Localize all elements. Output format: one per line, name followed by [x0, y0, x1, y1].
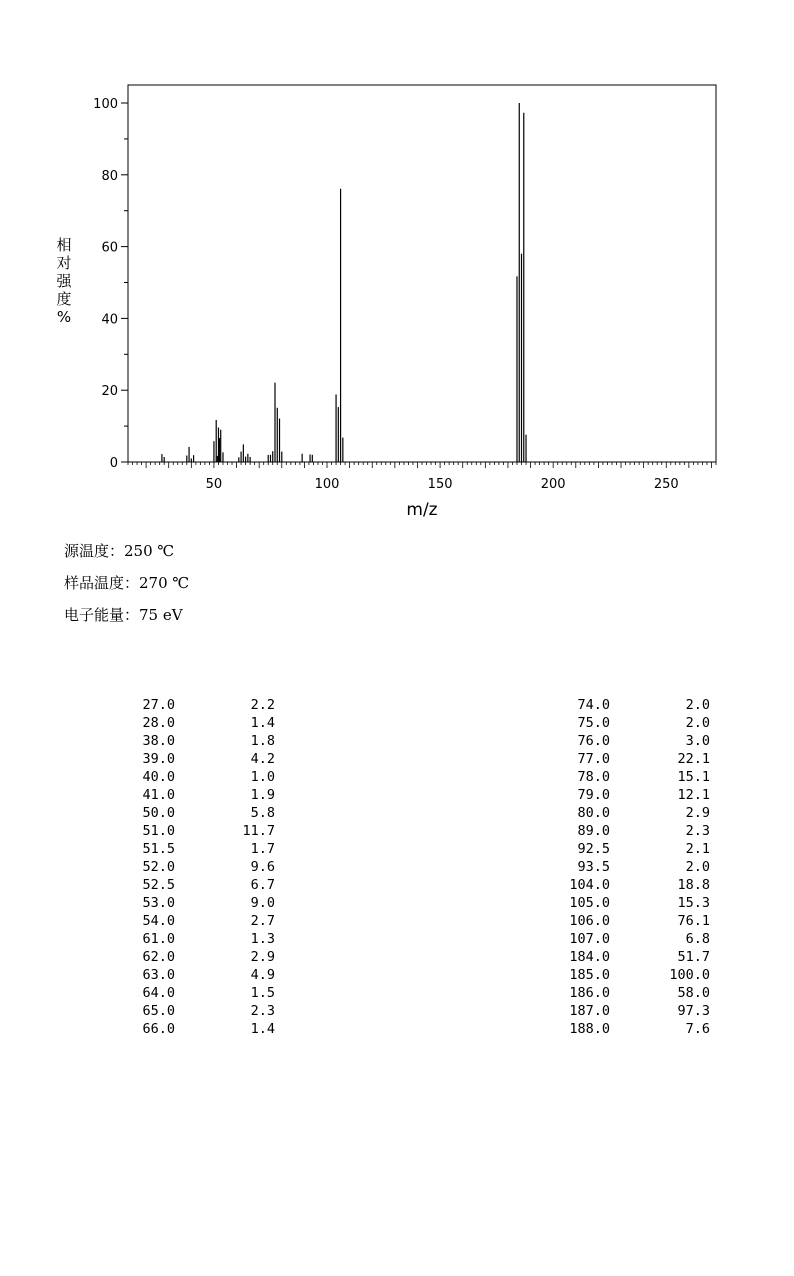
- abundance-value: 22.1: [677, 751, 710, 767]
- abundance-value: 2.9: [685, 805, 710, 821]
- mz-value: 64.0: [142, 985, 175, 1001]
- y-axis-label-char: %: [56, 308, 72, 326]
- mz-value: 50.0: [142, 805, 175, 821]
- x-axis: [128, 462, 716, 492]
- peak-bars: [162, 103, 526, 462]
- abundance-value: 1.9: [250, 787, 275, 803]
- table-row: [530, 732, 710, 750]
- table-row: [530, 840, 710, 858]
- plot-frame: [128, 85, 716, 462]
- mz-value: 53.0: [142, 895, 175, 911]
- mz-value: 27.0: [142, 697, 175, 713]
- table-row: [95, 840, 275, 858]
- table-row: [530, 912, 710, 930]
- abundance-value: 15.1: [677, 769, 710, 785]
- mz-value: 54.0: [142, 913, 175, 929]
- table-row: [530, 948, 710, 966]
- y-tick-label: 40: [101, 312, 118, 328]
- abundance-value: 2.9: [250, 949, 275, 965]
- mz-value: 185.0: [569, 967, 610, 983]
- table-row: [95, 984, 275, 1002]
- y-tick-label: 80: [101, 168, 118, 184]
- y-axis-label: [56, 236, 72, 326]
- table-row: [95, 1002, 275, 1020]
- table-row: [530, 876, 710, 894]
- table-row: [530, 858, 710, 876]
- mz-value: 107.0: [569, 931, 610, 947]
- mz-value: 61.0: [142, 931, 175, 947]
- abundance-value: 2.2: [250, 697, 275, 713]
- abundance-value: 5.8: [250, 805, 275, 821]
- mz-value: 39.0: [142, 751, 175, 767]
- table-row: [530, 714, 710, 732]
- peak-table-left: [95, 696, 275, 1038]
- mz-value: 41.0: [142, 787, 175, 803]
- table-row: [95, 930, 275, 948]
- abundance-value: 1.5: [250, 985, 275, 1001]
- mz-value: 62.0: [142, 949, 175, 965]
- mz-value: 28.0: [142, 715, 175, 731]
- table-row: [530, 768, 710, 786]
- mz-value: 40.0: [142, 769, 175, 785]
- abundance-value: 7.6: [685, 1021, 710, 1037]
- x-axis-label: m/z: [406, 500, 438, 520]
- table-row: [530, 750, 710, 768]
- mz-value: 63.0: [142, 967, 175, 983]
- mz-value: 92.5: [577, 841, 610, 857]
- mz-value: 66.0: [142, 1021, 175, 1037]
- table-row: [530, 930, 710, 948]
- mz-value: 51.5: [142, 841, 175, 857]
- table-row: [95, 768, 275, 786]
- y-axis-label-char: 对: [56, 254, 72, 272]
- table-row: [95, 696, 275, 714]
- abundance-value: 11.7: [242, 823, 275, 839]
- abundance-value: 4.9: [250, 967, 275, 983]
- electron-energy: 电子能量：75 eV: [64, 606, 183, 624]
- table-row: [530, 696, 710, 714]
- abundance-value: 2.7: [250, 913, 275, 929]
- x-tick-label: 150: [427, 477, 453, 492]
- mz-value: 76.0: [577, 733, 610, 749]
- table-row: [95, 732, 275, 750]
- mz-value: 188.0: [569, 1021, 610, 1037]
- table-row: [530, 984, 710, 1002]
- table-row: [95, 750, 275, 768]
- x-tick-label: 200: [540, 477, 566, 492]
- x-tick-label: 250: [653, 477, 679, 492]
- abundance-value: 2.3: [250, 1003, 275, 1019]
- x-tick-label: 50: [205, 477, 223, 492]
- mz-value: 89.0: [577, 823, 610, 839]
- abundance-value: 76.1: [677, 913, 710, 929]
- table-row: [95, 966, 275, 984]
- mz-value: 74.0: [577, 697, 610, 713]
- abundance-value: 58.0: [677, 985, 710, 1001]
- abundance-value: 1.3: [250, 931, 275, 947]
- table-row: [95, 912, 275, 930]
- y-axis-label-char: 相: [56, 236, 72, 254]
- y-tick-label: 100: [93, 97, 118, 112]
- table-row: [95, 786, 275, 804]
- mz-value: 52.5: [142, 877, 175, 893]
- abundance-value: 9.0: [250, 895, 275, 911]
- table-row: [95, 1020, 275, 1038]
- abundance-value: 97.3: [677, 1003, 710, 1019]
- y-axis-label-char: 强: [56, 272, 72, 290]
- abundance-value: 15.3: [677, 895, 710, 911]
- abundance-value: 1.8: [250, 733, 275, 749]
- mass-spectrum-chart: [0, 0, 794, 530]
- mz-value: 186.0: [569, 985, 610, 1001]
- y-tick-label: 60: [101, 240, 118, 256]
- table-row: [530, 1002, 710, 1020]
- abundance-value: 18.8: [677, 877, 710, 893]
- mz-value: 65.0: [142, 1003, 175, 1019]
- y-tick-label: 20: [101, 384, 118, 400]
- abundance-value: 2.0: [685, 859, 710, 875]
- y-tick-label: 0: [109, 456, 118, 471]
- table-row: [95, 894, 275, 912]
- abundance-value: 12.1: [677, 787, 710, 803]
- y-axis: [93, 97, 128, 471]
- x-tick-label: 100: [314, 477, 340, 492]
- abundance-value: 6.7: [250, 877, 275, 893]
- table-row: [95, 876, 275, 894]
- mz-value: 79.0: [577, 787, 610, 803]
- mz-value: 93.5: [577, 859, 610, 875]
- sample-temperature: 样品温度：270 ℃: [64, 574, 190, 592]
- abundance-value: 1.7: [250, 841, 275, 857]
- table-row: [530, 822, 710, 840]
- abundance-value: 2.3: [685, 823, 710, 839]
- peak-table-right: [530, 696, 710, 1038]
- table-row: [95, 804, 275, 822]
- mz-value: 51.0: [142, 823, 175, 839]
- mz-value: 187.0: [569, 1003, 610, 1019]
- table-row: [95, 714, 275, 732]
- abundance-value: 1.4: [250, 715, 275, 731]
- abundance-value: 100.0: [669, 967, 710, 983]
- mz-value: 104.0: [569, 877, 610, 893]
- source-temperature: 源温度：250 ℃: [64, 542, 175, 560]
- table-row: [95, 822, 275, 840]
- table-row: [95, 948, 275, 966]
- abundance-value: 3.0: [685, 733, 710, 749]
- mz-value: 75.0: [577, 715, 610, 731]
- abundance-value: 1.0: [250, 769, 275, 785]
- mz-value: 52.0: [142, 859, 175, 875]
- abundance-value: 6.8: [685, 931, 710, 947]
- mz-value: 105.0: [569, 895, 610, 911]
- abundance-value: 1.4: [250, 1021, 275, 1037]
- abundance-value: 51.7: [677, 949, 710, 965]
- mz-value: 38.0: [142, 733, 175, 749]
- abundance-value: 2.0: [685, 697, 710, 713]
- mz-value: 77.0: [577, 751, 610, 767]
- table-row: [530, 966, 710, 984]
- table-row: [530, 1020, 710, 1038]
- abundance-value: 2.1: [685, 841, 710, 857]
- abundance-value: 9.6: [250, 859, 275, 875]
- abundance-value: 2.0: [685, 715, 710, 731]
- mz-value: 78.0: [577, 769, 610, 785]
- table-row: [530, 804, 710, 822]
- mz-value: 106.0: [569, 913, 610, 929]
- y-axis-label-char: 度: [56, 290, 72, 308]
- table-row: [530, 894, 710, 912]
- mz-value: 184.0: [569, 949, 610, 965]
- mz-value: 80.0: [577, 805, 610, 821]
- table-row: [95, 858, 275, 876]
- abundance-value: 4.2: [250, 751, 275, 767]
- table-row: [530, 786, 710, 804]
